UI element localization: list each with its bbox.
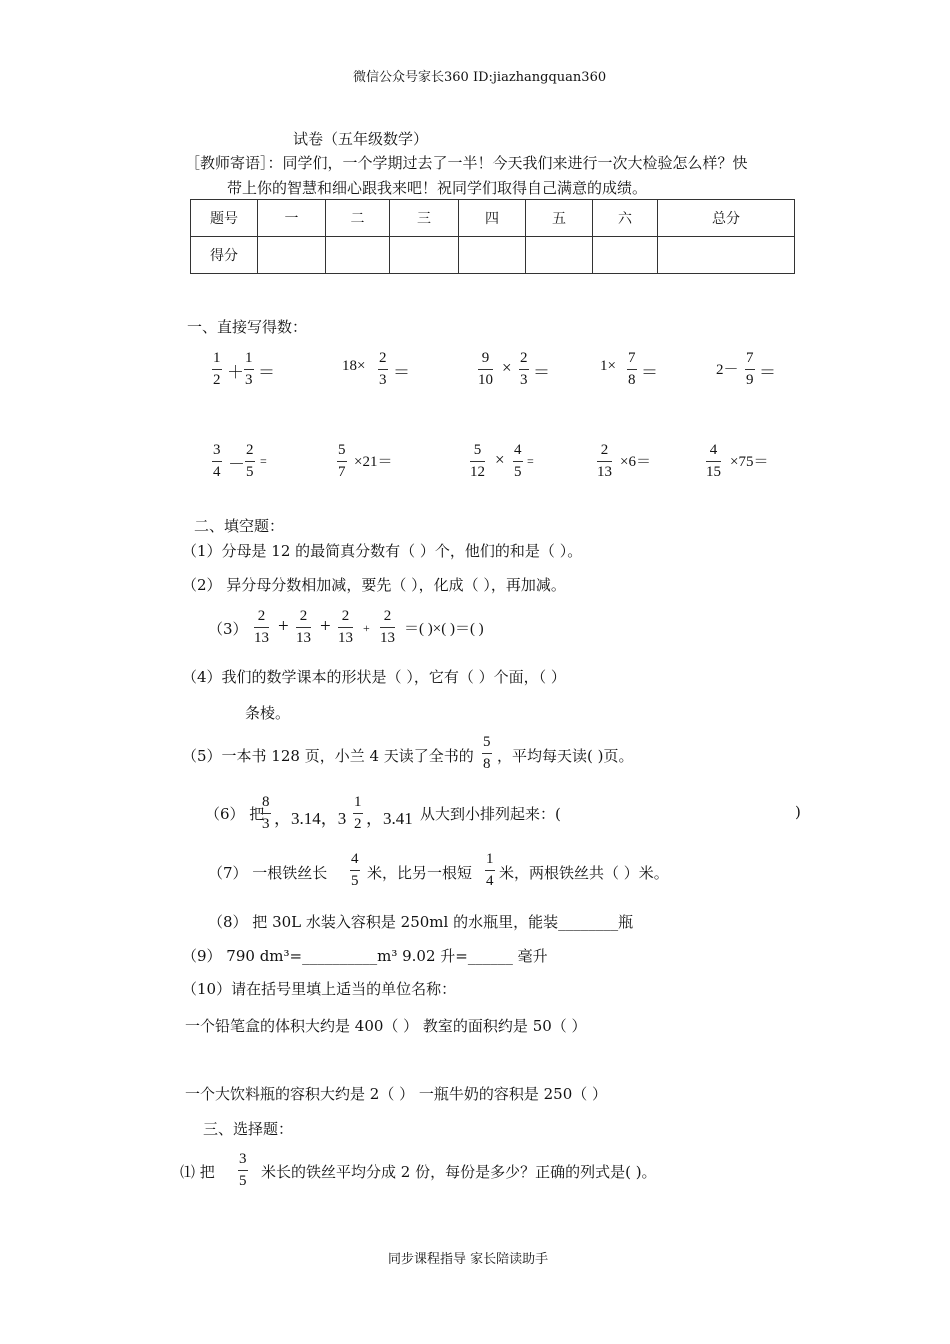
score-cell[interactable] [390,237,459,274]
fraction: 5 8 [483,734,491,772]
equals-sign: ＝ [641,363,658,382]
question-2-4-line2: 条棱。 [245,704,291,722]
section2-title: 二、填空题： [194,517,285,535]
fraction: 3 4 [213,442,221,480]
question-2-10: （10）请在括号里填上适当的单位名称： [182,980,457,998]
table-header-cell: 三 [390,200,459,237]
page-footer: 同步课程指导 家长陪读助手 [388,1252,549,1267]
question-2-1: （1）分母是 12 的最简真分数有（ ）个，他们的和是（ ）。 [182,542,583,560]
fraction: 2 13 [296,608,311,646]
question-text: 米，比另一根短 [367,864,473,882]
table-header-cell: 一 [258,200,326,237]
question-2-9: （9） 790 dm³=__________m³ 9.02 升=______ 毫升 [182,947,548,965]
score-table [190,199,795,274]
equals-sign: ＝ [393,363,410,382]
expression-suffix: ×6＝ [620,454,651,470]
question-text: 米，两根铁丝共（ ）米。 [499,864,669,882]
plus-sign: ＋ [227,363,244,382]
score-cell[interactable] [593,237,658,274]
question-text: （5）一本书 128 页，小兰 4 天读了全书的 [182,747,474,765]
equals-sign: = [260,454,267,468]
times-sign: × [495,450,505,469]
question-2-10a: 一个铅笔盒的体积大约是 400（ ） 教室的面积约是 50（ ） [185,1017,587,1035]
fraction: 5 7 [338,442,346,480]
fraction: 2 13 [338,608,353,646]
table-row-label: 得分 [191,237,258,274]
table-header-cell: 二 [326,200,390,237]
score-cell[interactable] [658,237,795,274]
fraction: 1 3 [245,350,253,388]
section1-title: 一、直接写得数： [187,318,308,336]
question-2-2: （2） 异分母分数相加减，要先（ ），化成（ ），再加减。 [182,576,566,594]
score-cell[interactable] [459,237,526,274]
question-text: 从大到小排列起来：( [420,805,561,823]
question-text: （6） 把 [205,805,265,823]
expression-prefix: 2－ [716,362,739,378]
fraction: 2 13 [380,608,395,646]
page-header: 微信公众号家长360 ID:jiazhangquan360 [353,70,607,85]
fraction: 7 9 [746,350,754,388]
fraction: 2 3 [379,350,387,388]
score-cell[interactable] [326,237,390,274]
fraction: 9 10 [478,350,493,388]
table-header-cell: 四 [459,200,526,237]
fraction: 1 4 [486,851,494,889]
question-number: （3） [208,620,248,638]
plus-sign: + [320,616,331,637]
question-2-10b: 一个大饮料瓶的容积大约是 2（ ） 一瓶牛奶的容积是 250（ ） [185,1085,608,1103]
score-cell[interactable] [258,237,326,274]
fraction: 2 5 [246,442,254,480]
score-table-score-row [191,237,795,274]
expression-prefix: 18× [342,358,366,374]
score-cell[interactable] [526,237,593,274]
fraction: 1 2 [354,794,362,832]
fraction: 3 5 [239,1151,247,1189]
expression-prefix: 1× [600,358,616,374]
table-header-cell: 五 [526,200,593,237]
fraction: 4 15 [706,442,721,480]
fraction: 1 2 [213,350,221,388]
table-header-cell: 题号 [191,200,258,237]
fraction: 8 3 [262,794,270,832]
fraction: 2 13 [254,608,269,646]
expression-suffix: ×21＝ [354,454,393,470]
table-header-cell: 总分 [658,200,795,237]
times-sign: × [502,358,512,377]
teacher-message-line1: ［教师寄语］：同学们，一个学期过去了一半！今天我们来进行一次大检验怎么样？快 [185,154,748,172]
fraction: 2 3 [520,350,528,388]
question-text: ，3.14，3 [274,809,347,828]
equals-sign: ＝ [759,363,776,382]
question-2-4-line1: （4）我们的数学课本的形状是（ ），它有（ ）个面，（ ） [182,668,566,686]
plus-sign: + [363,621,370,635]
table-header-cell: 六 [593,200,658,237]
equals-sign: = [527,454,534,468]
teacher-message-line2: 带上你的智慧和细心跟我来吧！祝同学们取得自己满意的成绩。 [227,179,648,197]
answer-blanks[interactable]: ＝( )×( )＝( ) [404,621,484,637]
question-text: 米长的铁丝平均分成 2 份，每份是多少？正确的列式是( )。 [261,1163,657,1181]
fraction: 2 13 [597,442,612,480]
question-text: ，平均每天读( )页。 [497,747,634,765]
score-table-header-row [191,200,795,237]
question-text: ，3.41 [366,809,413,828]
closing-paren: ) [795,803,801,821]
plus-sign: + [278,616,289,637]
section3-title: 三、选择题： [203,1120,294,1138]
minus-sign: － [228,455,245,474]
expression-suffix: ×75＝ [730,454,769,470]
fraction: 7 8 [628,350,636,388]
equals-sign: ＝ [258,363,275,382]
equals-sign: ＝ [533,363,550,382]
fraction: 4 5 [351,851,359,889]
fraction: 4 5 [514,442,522,480]
question-text: （7） 一根铁丝长 [208,864,328,882]
question-2-8: （8） 把 30L 水装入容积是 250ml 的水瓶里，能装________瓶 [208,913,634,931]
fraction: 5 12 [470,442,485,480]
question-text: ⑴ 把 [180,1163,215,1181]
exam-title: 试卷（五年级数学） [293,130,429,148]
